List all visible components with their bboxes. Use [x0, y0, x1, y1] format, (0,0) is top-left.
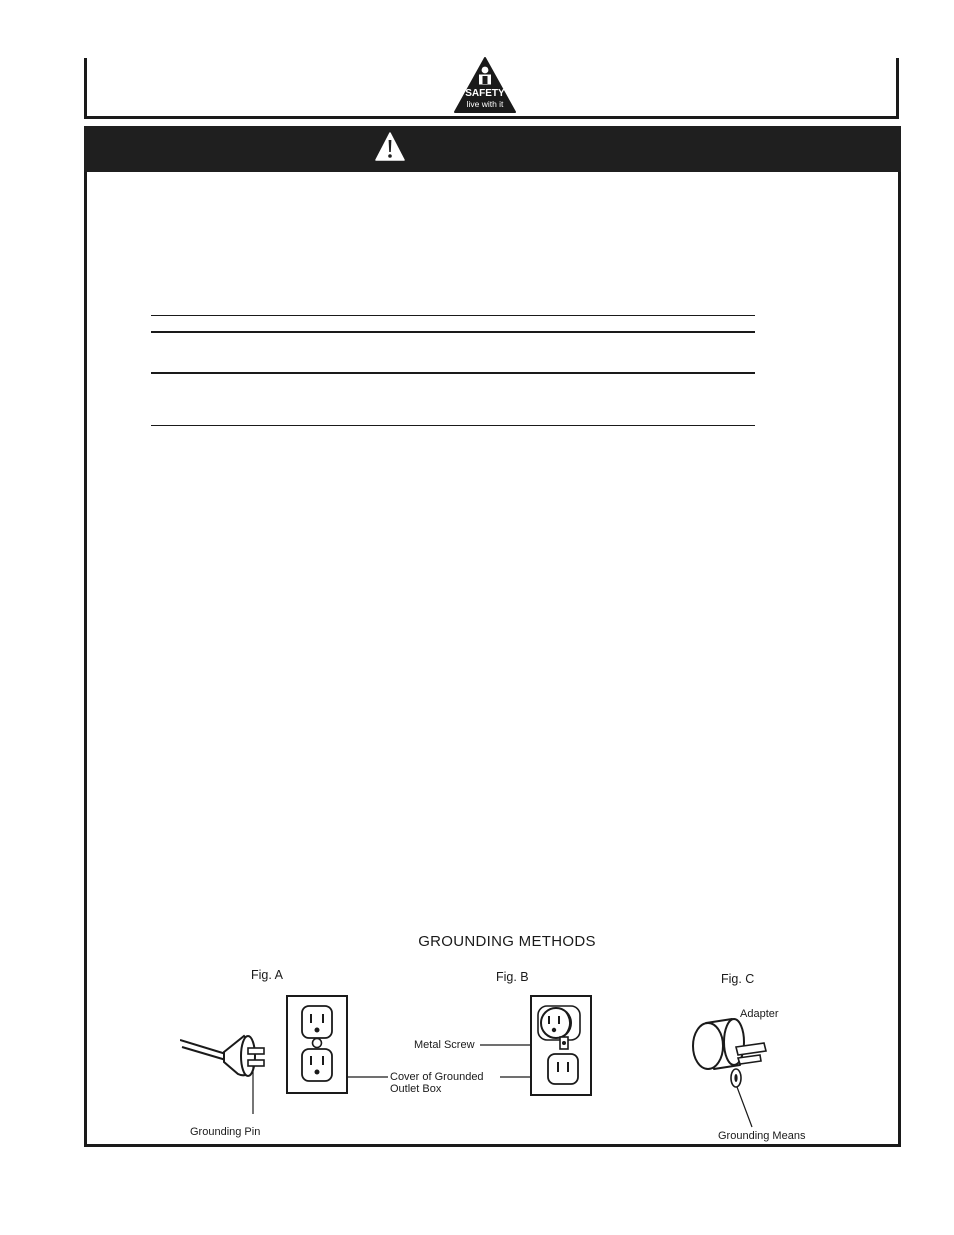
table-rule-top: [151, 315, 755, 316]
grounding-methods-caption: GROUNDING METHODS: [418, 933, 596, 950]
table-rule-header: [151, 331, 755, 333]
logo-line2: live with it: [466, 99, 504, 109]
warning-triangle-icon: [374, 131, 406, 163]
fig-c-title: Fig. C: [721, 972, 755, 986]
warning-header-bar: [84, 126, 901, 172]
table-rule-middle: [151, 372, 755, 374]
fig-a-title: Fig. A: [251, 968, 283, 982]
fig-a-illustration: [180, 990, 400, 1130]
fig-b-title: Fig. B: [496, 970, 529, 984]
safety-logo-icon: [453, 56, 517, 114]
grounding-means-label: Grounding Means: [718, 1130, 806, 1142]
metal-screw-label: Metal Screw: [414, 1039, 475, 1051]
adapter-label: Adapter: [740, 1008, 779, 1020]
grounding-pin-label: Grounding Pin: [190, 1126, 261, 1138]
fig-b-illustration: [478, 990, 598, 1100]
fig-c-illustration: [686, 1005, 816, 1130]
table-rule-bottom: [151, 425, 755, 426]
cover-label-line2: Outlet Box: [390, 1083, 442, 1095]
cover-label-line1: Cover of Grounded: [390, 1071, 484, 1083]
logo-line1: SAFETY: [465, 88, 505, 99]
